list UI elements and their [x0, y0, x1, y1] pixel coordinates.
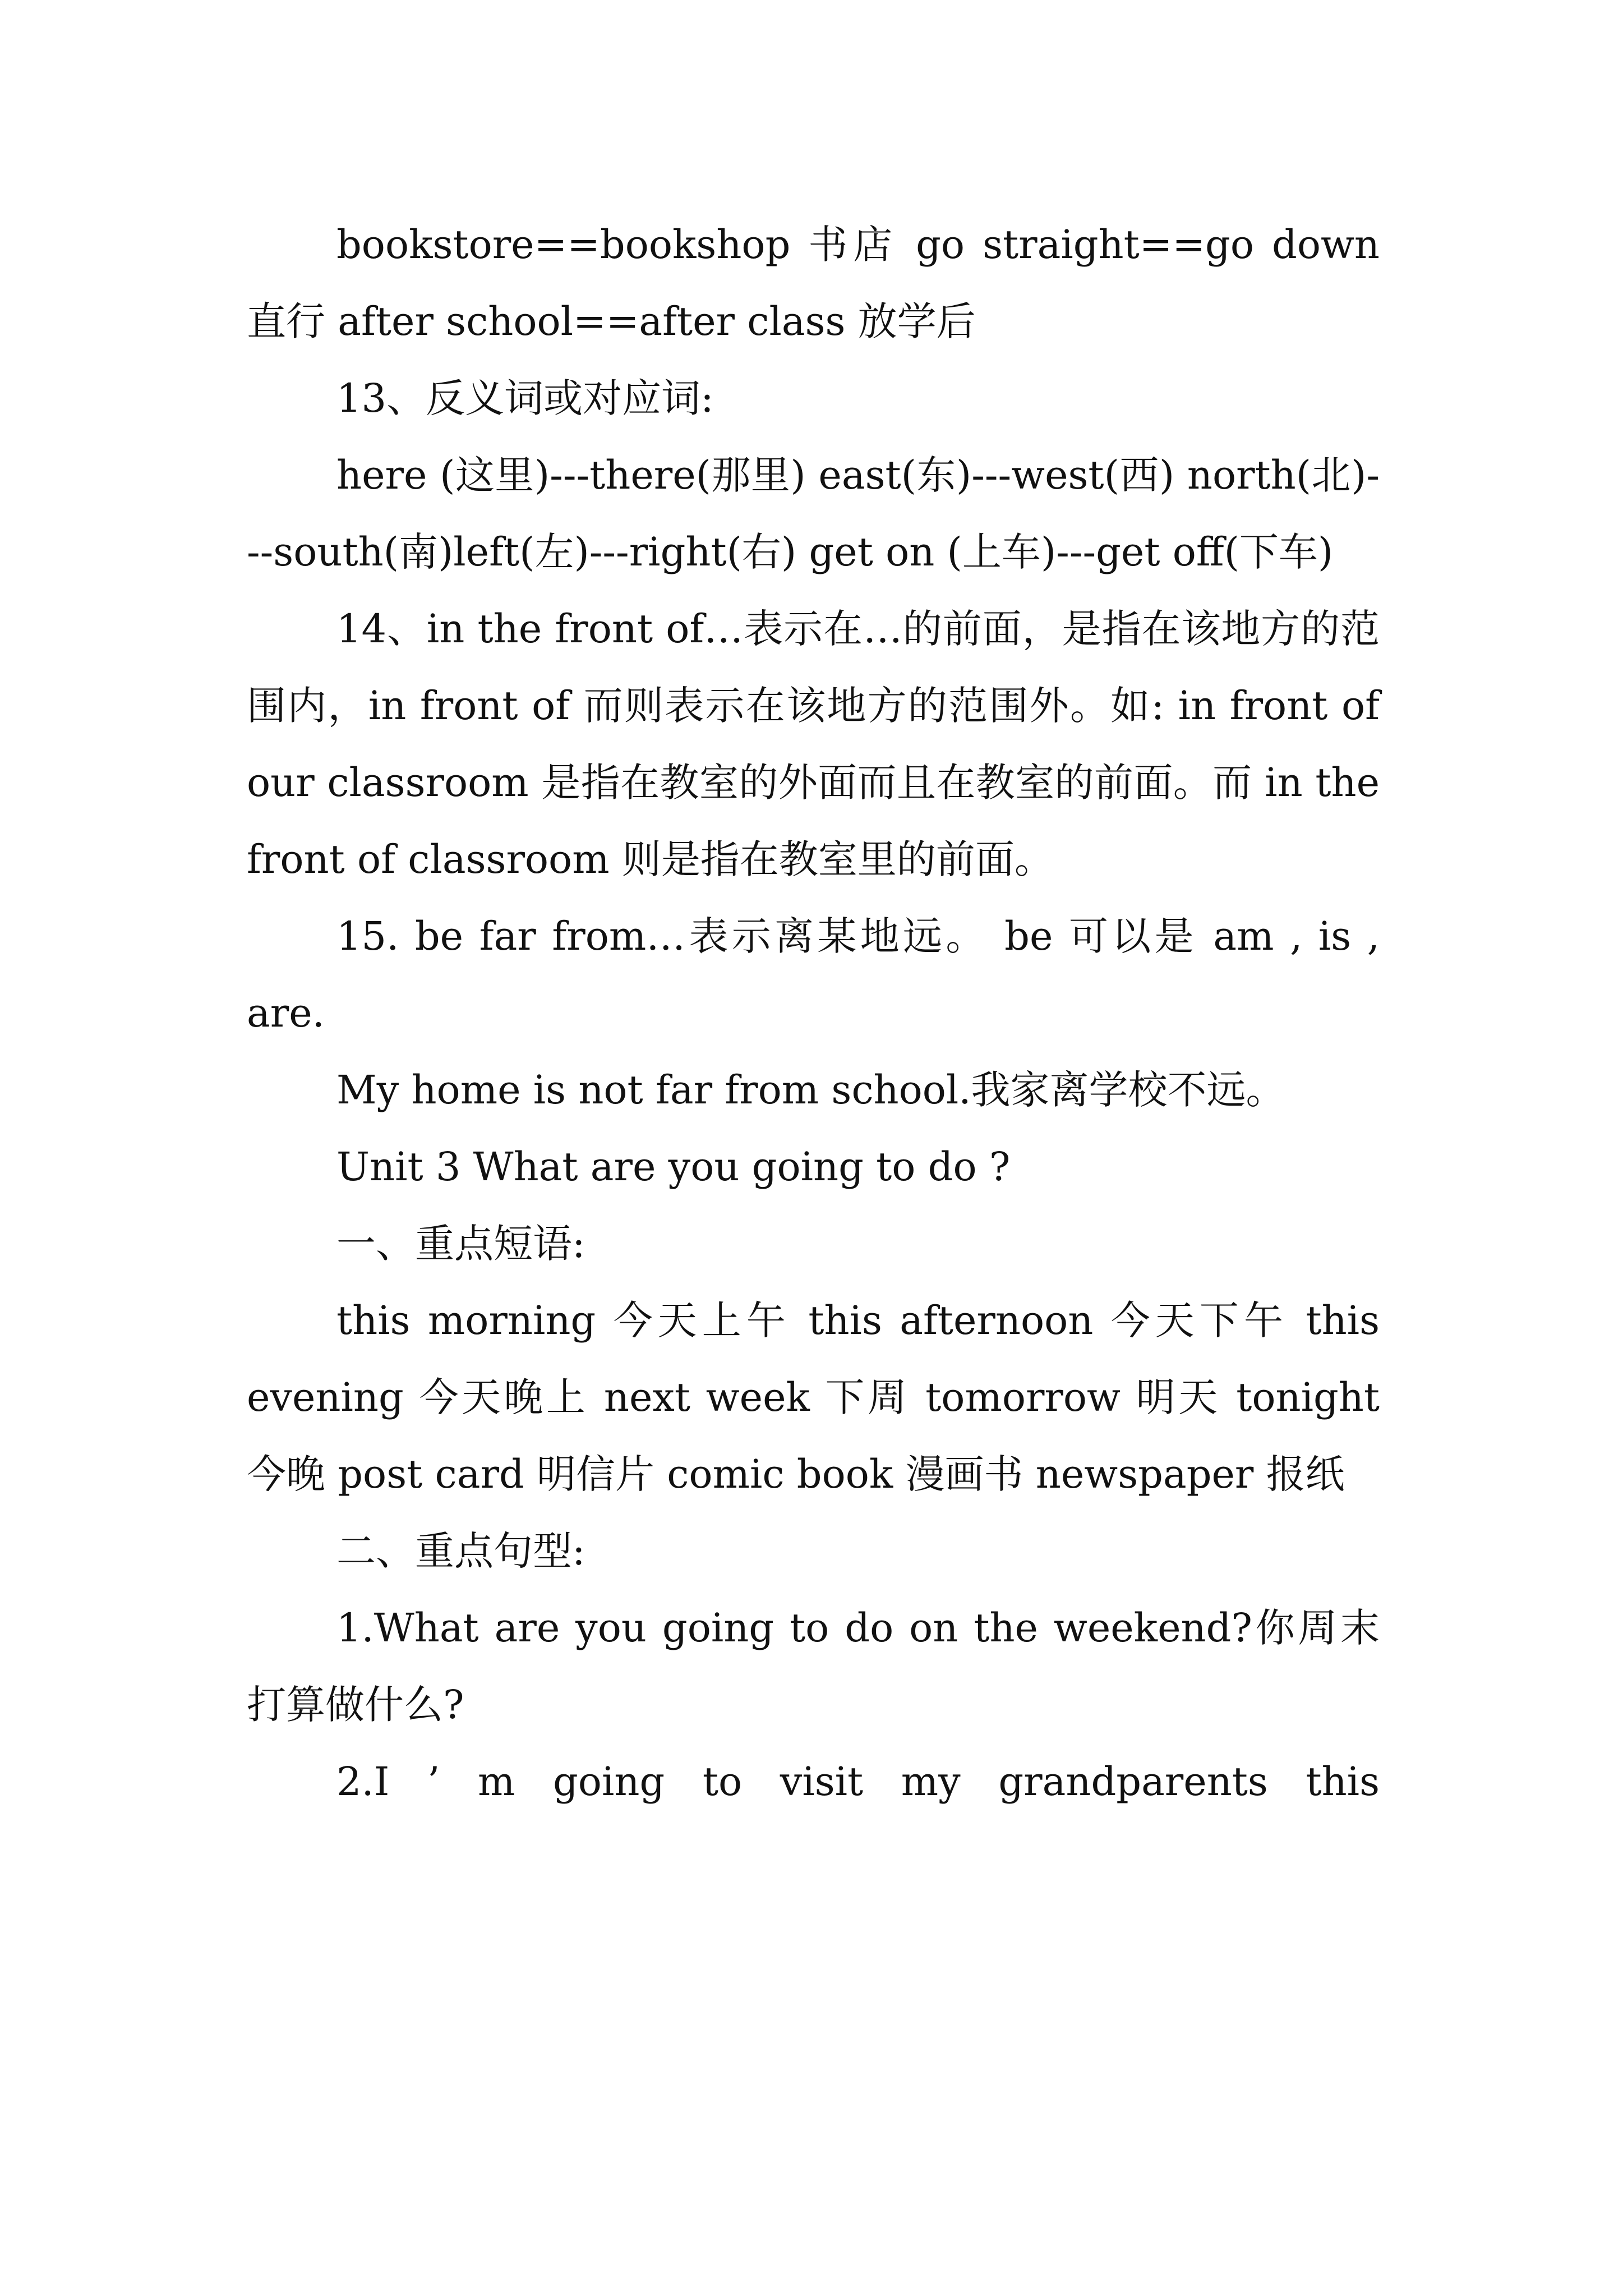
section-heading-phrases: 一、重点短语:	[336, 1221, 585, 1267]
sentence-1: 1.What are you going to do on the weekend?你周末打算做什么?	[247, 1605, 1380, 1728]
paragraph-synonyms: bookstore==bookshop 书店 go straight==go down 直行 after school==after class 放学后	[247, 222, 1380, 344]
heading-antonyms: 13、反义词或对应词:	[336, 375, 714, 421]
paragraph-phrases: this morning 今天上午 this afternoon 今天下午 this evening 今天晚上 next week 下周 tomorrow 明天 tonight 今晚 post card 明信片 comic book 漫画书 newspaper 报纸	[247, 1297, 1380, 1497]
section-heading-sentences: 二、重点句型:	[336, 1528, 585, 1574]
unit-title: Unit 3 What are you going to do ?	[336, 1144, 1011, 1190]
paragraph-in-front-of: 14、in the front of…表示在…的前面，是指在该地方的范围内，in front of 而则表示在该地方的范围外。如: in front of our classroom 是指在教室的外面而且在教室的前面。而 in the front of classroom 则是指在教室里的前面。	[247, 606, 1380, 882]
sentence-2: 2.I ’ m going to visit my grandparents this	[336, 1759, 1380, 1805]
document-body	[247, 206, 1380, 1820]
paragraph-antonyms: here (这里)---there(那里) east(东)---west(西) north(北)---south(南)left(左)---right(右) get on (上车)---get off(下车)	[247, 452, 1380, 575]
example-sentence: My home is not far from school.我家离学校不远。	[336, 1067, 1285, 1113]
paragraph-far-from: 15. be far from…表示离某地远。 be 可以是 am , is , are.	[247, 913, 1380, 1036]
